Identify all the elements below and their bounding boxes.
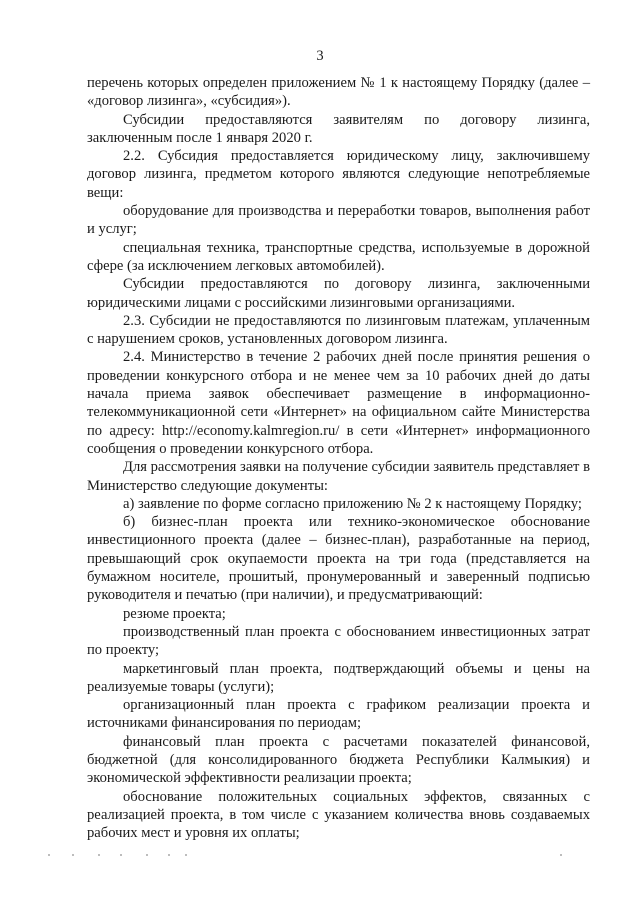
paragraph-2-4: 2.4. Министерство в течение 2 рабочих дней после принятия решения о проведении конкурсного отбора и не менее чем за 10 рабочих дней до даты начала приема заявок обеспечивает размещение в информационно-телекоммуникационной сети «Интернет» на официальном сайте Министерства по адресу: http://economy.kalmregion.ru/ в сети «Интернет» информационного сообщения о проведении конкурсного отбора.: [87, 349, 590, 457]
list-item-special-machinery: специальная техника, транспортные средства, используемые в дорожной сфере (за исключением легковых автомобилей).: [87, 239, 590, 274]
list-item-financial-plan: финансовый план проекта с расчетами показателей финансовой, бюджетной (для консолидированного бюджета Республики Калмыкия) и экономической эффективности реализации проекта;: [87, 733, 590, 787]
paragraph-documents-intro: Для рассмотрения заявки на получение субсидии заявитель представляет в Министерство следующие документы:: [87, 459, 590, 494]
paragraph-leasing-organizations: Субсидии предоставляются по договору лизинга, заключенными юридическими лицами с российскими лизинговыми организациями.: [87, 276, 590, 311]
list-item-social-effects: обоснование положительных социальных эффектов, связанных с реализацией проекта, в том числе с указанием количества вновь создаваемых рабочих мест и уровня их оплаты;: [87, 788, 590, 842]
list-item-a-application: а) заявление по форме согласно приложению № 2 к настоящему Порядку;: [123, 495, 582, 512]
document-body: [87, 74, 590, 842]
list-item-marketing-plan: маркетинговый план проекта, подтверждающий объемы и цены на реализуемые товары (услуги);: [87, 660, 590, 695]
list-item-b-business-plan: б) бизнес-план проекта или технико-экономическое обоснование инвестиционного проекта (далее – бизнес-план), разработанные на период, превышающий срок окупаемости проекта на три года (представляется на бумажном носителе, прошитый, пронумерованный и заверенный подписью руководителя и печатью (при наличии), и предусматривающий:: [87, 514, 590, 604]
paragraph-continuation: перечень которых определен приложением № 1 к настоящему Порядку (далее – «договор лизинга», «субсидия»).: [87, 75, 590, 110]
scan-footer-dots: [48, 854, 608, 858]
page-number: 3: [316, 48, 324, 64]
list-item-organizational-plan: организационный план проекта с графиком реализации проекта и источниками финансирования по периодам;: [87, 697, 590, 732]
paragraph-subsidy-contracts-date: Субсидии предоставляются заявителям по договору лизинга, заключенным после 1 января 2020 г.: [87, 111, 590, 146]
paragraph-2-2: 2.2. Субсидия предоставляется юридическому лицу, заключившему договор лизинга, предметом которого являются следующие непотребляемые вещи:: [87, 148, 590, 201]
list-item-project-summary: резюме проекта;: [123, 605, 226, 622]
paragraph-2-3: 2.3. Субсидии не предоставляются по лизинговым платежам, уплаченным с нарушением сроков, установленных договором лизинга.: [87, 312, 590, 348]
list-item-equipment: оборудование для производства и переработки товаров, выполнения работ и услуг;: [87, 203, 590, 238]
list-item-production-plan: производственный план проекта с обоснованием инвестиционных затрат по проекту;: [87, 623, 590, 659]
